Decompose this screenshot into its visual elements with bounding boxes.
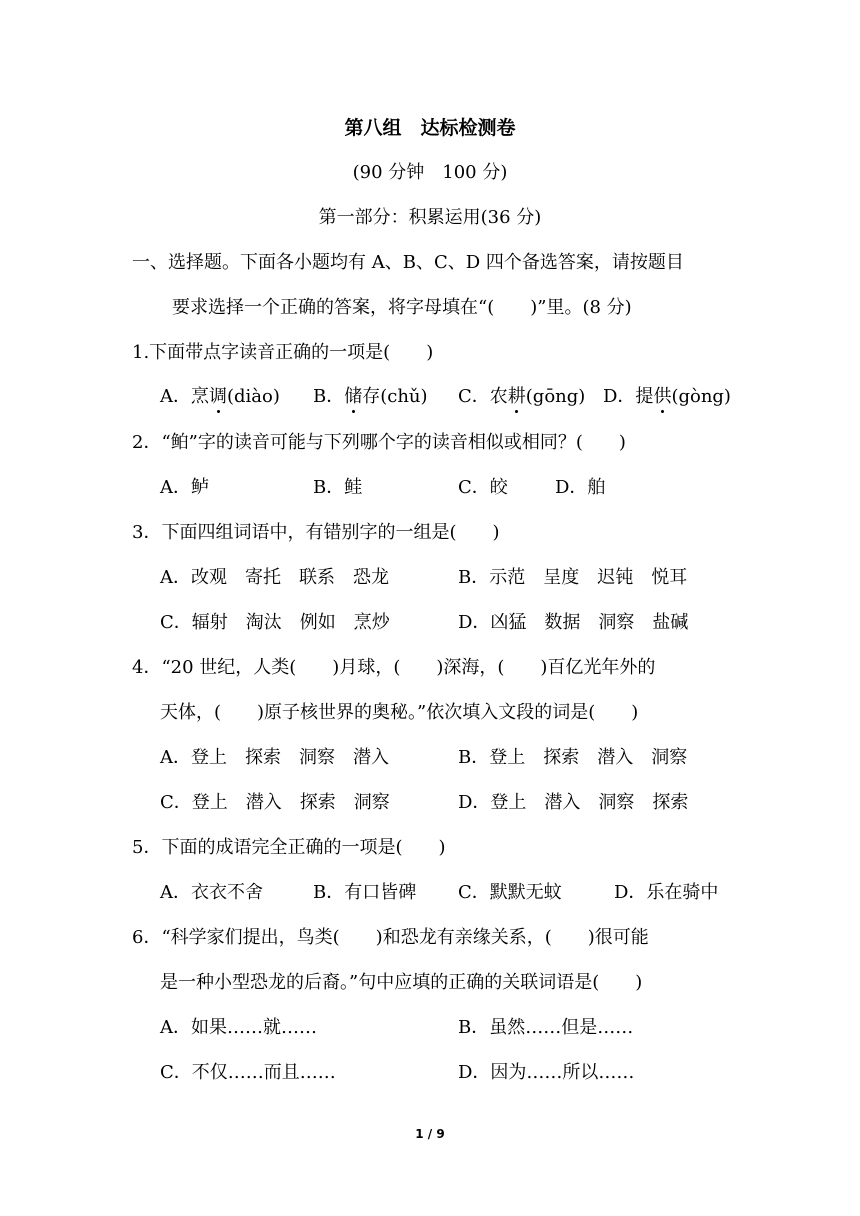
question-3-option-a: A．改观 寄托 联系 恐龙 <box>160 567 389 588</box>
question-4-option-d: D．登上 潜入 洞察 探索 <box>458 792 689 813</box>
question-3-option-b: B．示范 呈度 迟钝 悦耳 <box>458 567 688 588</box>
dotted-char: 调 <box>209 384 227 410</box>
page-number: 1 / 9 <box>415 1127 445 1141</box>
question-5-option-d: D．乐在骑中 <box>614 882 719 903</box>
question-2-option-d: D．舶 <box>555 477 606 498</box>
question-2-option-a: A．鲈 <box>160 477 209 498</box>
question-3-stem: 3．下面四组词语中，有错别字的一组是( ) <box>132 522 500 543</box>
question-4-stem-line2: 天体，( )原子核世界的奥秘。”依次填入文段的词是( ) <box>160 702 639 723</box>
exam-duration: (90 分钟 100 分) <box>352 162 508 183</box>
question-3-option-c: C．辐射 淘汰 例如 烹炒 <box>160 612 390 633</box>
question-4-option-a: A．登上 探索 洞察 潜入 <box>160 747 389 768</box>
question-6-option-d: D．因为……所以…… <box>458 1062 635 1083</box>
question-6-stem-line1: 6．“科学家们提出，鸟类( )和恐龙有亲缘关系，( )很可能 <box>132 927 649 948</box>
page-title: 第八组 达标检测卷 <box>344 117 516 139</box>
question-2-option-c: C．皎 <box>458 477 508 498</box>
section-instruction-line1: 一、选择题。下面各小题均有 A、B、C、D 四个备选答案，请按题目 <box>132 252 684 273</box>
question-1-option-b: B．储存(chǔ) <box>313 384 428 410</box>
question-2-option-b: B．鲑 <box>313 477 363 498</box>
question-1-option-d: D．提供(gòng) <box>603 384 731 410</box>
question-6-option-a: A．如果……就…… <box>160 1017 317 1038</box>
question-6-option-c: C．不仅……而且…… <box>160 1062 336 1083</box>
question-5-stem: 5．下面的成语完全正确的一项是( ) <box>132 837 446 858</box>
question-6-option-b: B．虽然……但是…… <box>458 1017 634 1038</box>
question-2-stem: 2．“鲌”字的读音可能与下列哪个字的读音相似或相同？( ) <box>132 432 626 453</box>
question-5-option-c: C．默默无蚊 <box>458 882 562 903</box>
question-3-option-d: D．凶猛 数据 洞察 盐碱 <box>458 612 689 633</box>
dotted-char: 储 <box>344 384 362 410</box>
part-heading: 第一部分：积累运用(36 分) <box>318 207 542 228</box>
dotted-char: 供 <box>653 384 671 410</box>
question-1-stem: 1.下面带点字读音正确的一项是( ) <box>132 342 434 363</box>
question-4-stem-line1: 4．“20 世纪，人类( )月球，( )深海，( )百亿光年外的 <box>132 657 656 678</box>
question-5-option-a: A．衣衣不舍 <box>160 882 263 903</box>
question-5-option-b: B．有口皆碑 <box>313 882 417 903</box>
question-4-option-b: B．登上 探索 潜入 洞察 <box>458 747 688 768</box>
question-6-stem-line2: 是一种小型恐龙的后裔。”句中应填的正确的关联词语是( ) <box>160 972 643 993</box>
section-instruction-line2: 要求选择一个正确的答案，将字母填在“( )”里。(8 分) <box>172 297 632 318</box>
question-1-option-a: A．烹调(diào) <box>160 384 280 410</box>
question-4-option-c: C．登上 潜入 探索 洞察 <box>160 792 390 813</box>
dotted-char: 耕 <box>508 384 526 410</box>
question-1-option-c: C．农耕(gōng) <box>458 384 585 410</box>
